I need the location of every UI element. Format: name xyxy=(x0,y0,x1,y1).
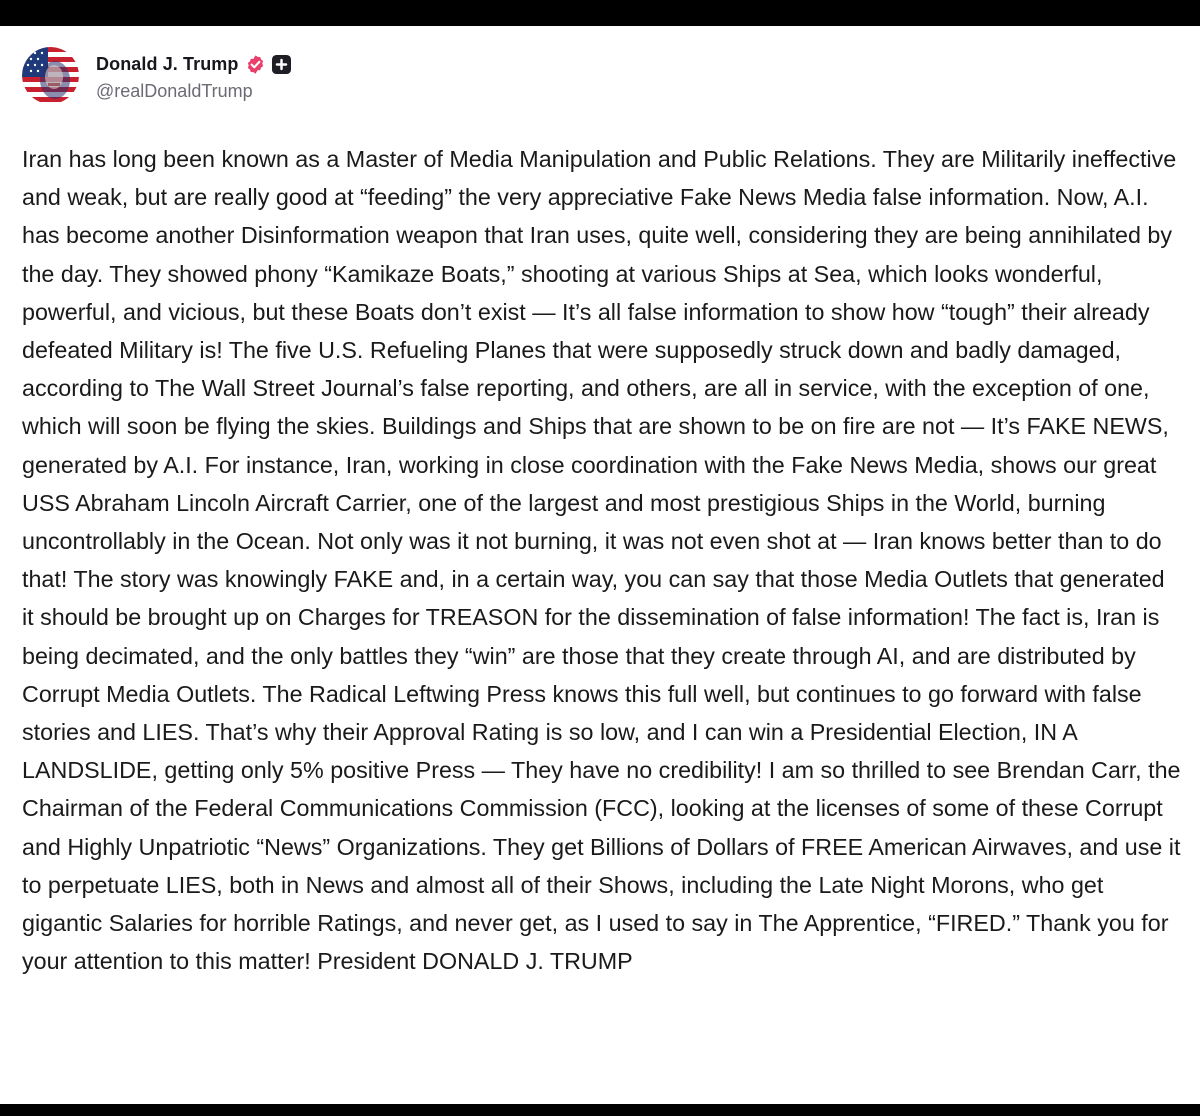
top-frame-bar xyxy=(0,0,1200,26)
post-body-text: Iran has long been known as a Master of Media Manipulation and Public Relations. They are Militarily ineffective and weak, but are really good at “feeding” the very appreciative Fake News Media false information. Now, A.I. has become another Disinformation weapon that Iran uses, quite well, considering they are being annihilated by the day. They showed phony “Kamikaze Boats,” shooting at various Ships at Sea, which looks wonderful, powerful, and vicious, but these Boats don’t exist — It’s all false information to show how “tough” their already defeated Military is! The five U.S. Refueling Planes that were supposedly struck down and badly damaged, according to The Wall Street Journal’s false reporting, and others, are all in service, with the exception of one, which will soon be flying the skies. Buildings and Ships that are shown to be on fire are not — It’s FAKE NEWS, generated by A.I. For instance, Iran, working in close coordination with the Fake News Media, shows our great USS Abraham Lincoln Aircraft Carrier, one of the largest and most prestigious Ships in the World, burning uncontrollably in the Ocean. Not only was it not burning, it was not even shot at — Iran knows better than to do that! The story was knowingly FAKE and, in a certain way, you can say that those Media Outlets that generated it should be brought up on Charges for TREASON for the dissemination of false information! The fact is, Iran is being decimated, and the only battles they “win” are those that they create through AI, and are distributed by Corrupt Media Outlets. The Radical Leftwing Press knows this full well, but continues to go forward with false stories and LIES. That’s why their Approval Rating is so low, and I can win a Presidential Election, IN A LANDSLIDE, getting only 5% positive Press — They have no credibility! I am so thrilled to see Brendan Carr, the Chairman of the Federal Communications Commission (FCC), looking at the licenses of some of these Corrupt and Highly Unpatriotic “News” Organizations. They get Billions of Dollars of FREE American Airwaves, and use it to perpetuate LIES, both in News and almost all of their Shows, including the Late Night Morons, who get gigantic Salaries for horrible Ratings, and never get, as I used to say in The Apprentice, “FIRED.” Thank you for your attention to this matter! President DONALD J. TRUMP xyxy=(22,146,1181,975)
bottom-frame-bar xyxy=(0,1104,1200,1116)
avatar-flag-portrait-icon xyxy=(22,47,79,104)
post-author xyxy=(96,52,291,102)
avatar[interactable] xyxy=(22,47,79,104)
verified-badge-icon xyxy=(245,54,266,75)
plus-badge-icon xyxy=(272,55,291,74)
author-display-name[interactable]: Donald J. Trump xyxy=(96,53,239,74)
author-name-row xyxy=(96,52,291,76)
author-handle[interactable]: @realDonaldTrump xyxy=(96,81,253,101)
